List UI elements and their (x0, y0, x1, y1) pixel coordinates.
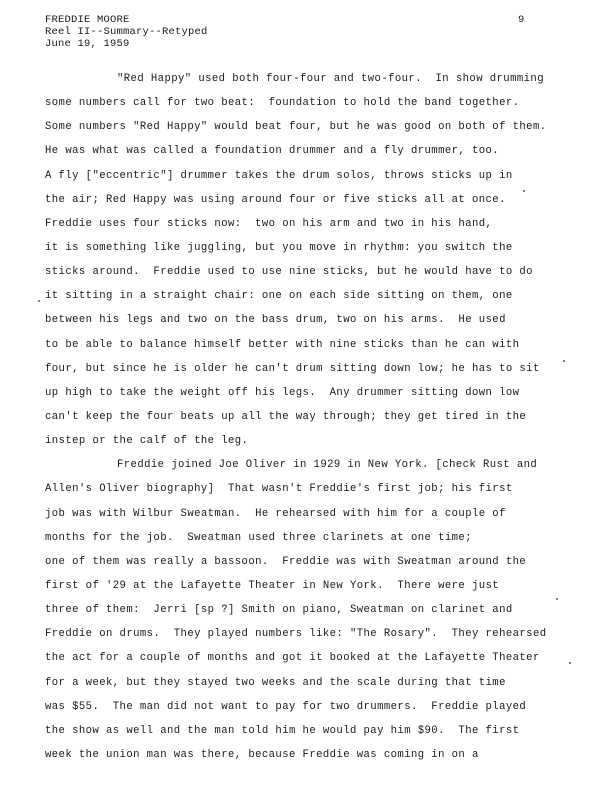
interviewee-name: FREDDIE MOORE (45, 14, 130, 26)
text-line: Some numbers "Red Happy" would beat four, but he was good on both of them. (45, 121, 547, 134)
text-line: Allen's Oliver biography] That wasn't Freddie's first job; his first (45, 483, 513, 496)
text-line: it is something like juggling, but you move in rhythm: you switch the (45, 241, 513, 254)
text-line: week the union man was there, because Freddie was coming in on a (45, 748, 479, 761)
text-line: one of them was really a bassoon. Freddie was with Sweatman around the (45, 555, 527, 568)
body-text (45, 67, 605, 767)
text-line: four, but since he is older he can't drum sitting down low; he has to sit (45, 362, 540, 375)
text-line: months for the job. Sweatman used three clarinets at one time; (45, 531, 472, 544)
text-line: the air; Red Happy was using around four or five sticks all at once. (45, 193, 506, 206)
page-number: 9 (518, 14, 525, 26)
text-line: Freddie on drums. They played numbers like: "The Rosary". They rehearsed (45, 628, 547, 641)
text-line: for a week, but they stayed two weeks and the scale during that time (45, 676, 506, 689)
text-line: instep or the calf of the leg. (45, 435, 249, 448)
scan-speck (569, 662, 571, 664)
text-line: Freddie joined Joe Oliver in 1929 in New York. [check Rust and (117, 459, 538, 472)
text-line: can't keep the four beats up all the way through; they get tired in the (45, 410, 527, 423)
text-line: up high to take the weight off his legs. Any drummer sitting down low (45, 386, 520, 399)
text-line: to be able to balance himself better with nine sticks than he can with (45, 338, 520, 351)
text-line: was $55. The man did not want to pay for two drummers. Freddie played (45, 700, 527, 713)
text-line: between his legs and two on the bass drum, two on his arms. He used (45, 314, 506, 327)
text-line: three of them: Jerri [sp ?] Smith on piano, Sweatman on clarinet and (45, 604, 513, 617)
document-header (45, 14, 208, 50)
text-line: the act for a couple of months and got it booked at the Lafayette Theater (45, 652, 540, 665)
scan-speck (556, 598, 558, 600)
scan-speck (38, 300, 40, 302)
interview-date: June 19, 1959 (45, 38, 130, 50)
text-line: job was with Wilbur Sweatman. He rehearsed with him for a couple of (45, 507, 506, 520)
text-line: it sitting in a straight chair: one on each side sitting on them, one (45, 290, 513, 303)
scan-speck (523, 190, 525, 192)
text-line: "Red Happy" used both four-four and two-four. In show drumming (117, 73, 544, 85)
text-line: some numbers call for two beat: foundation to hold the band together. (45, 97, 520, 110)
reel-label: Reel II--Summary--Retyped (45, 26, 208, 38)
text-line: Freddie uses four sticks now: two on his arm and two in his hand, (45, 217, 493, 230)
text-line: first of '29 at the Lafayette Theater in New York. There were just (45, 579, 500, 592)
text-line: sticks around. Freddie used to use nine sticks, but he would have to do (45, 266, 533, 279)
text-line: He was what was called a foundation drummer and a fly drummer, too. (45, 145, 500, 158)
text-line: the show as well and the man told him he would pay him $90. The first (45, 724, 520, 737)
scan-speck (563, 360, 565, 362)
text-line: A fly ["eccentric"] drummer takes the drum solos, throws sticks up in (45, 169, 513, 182)
